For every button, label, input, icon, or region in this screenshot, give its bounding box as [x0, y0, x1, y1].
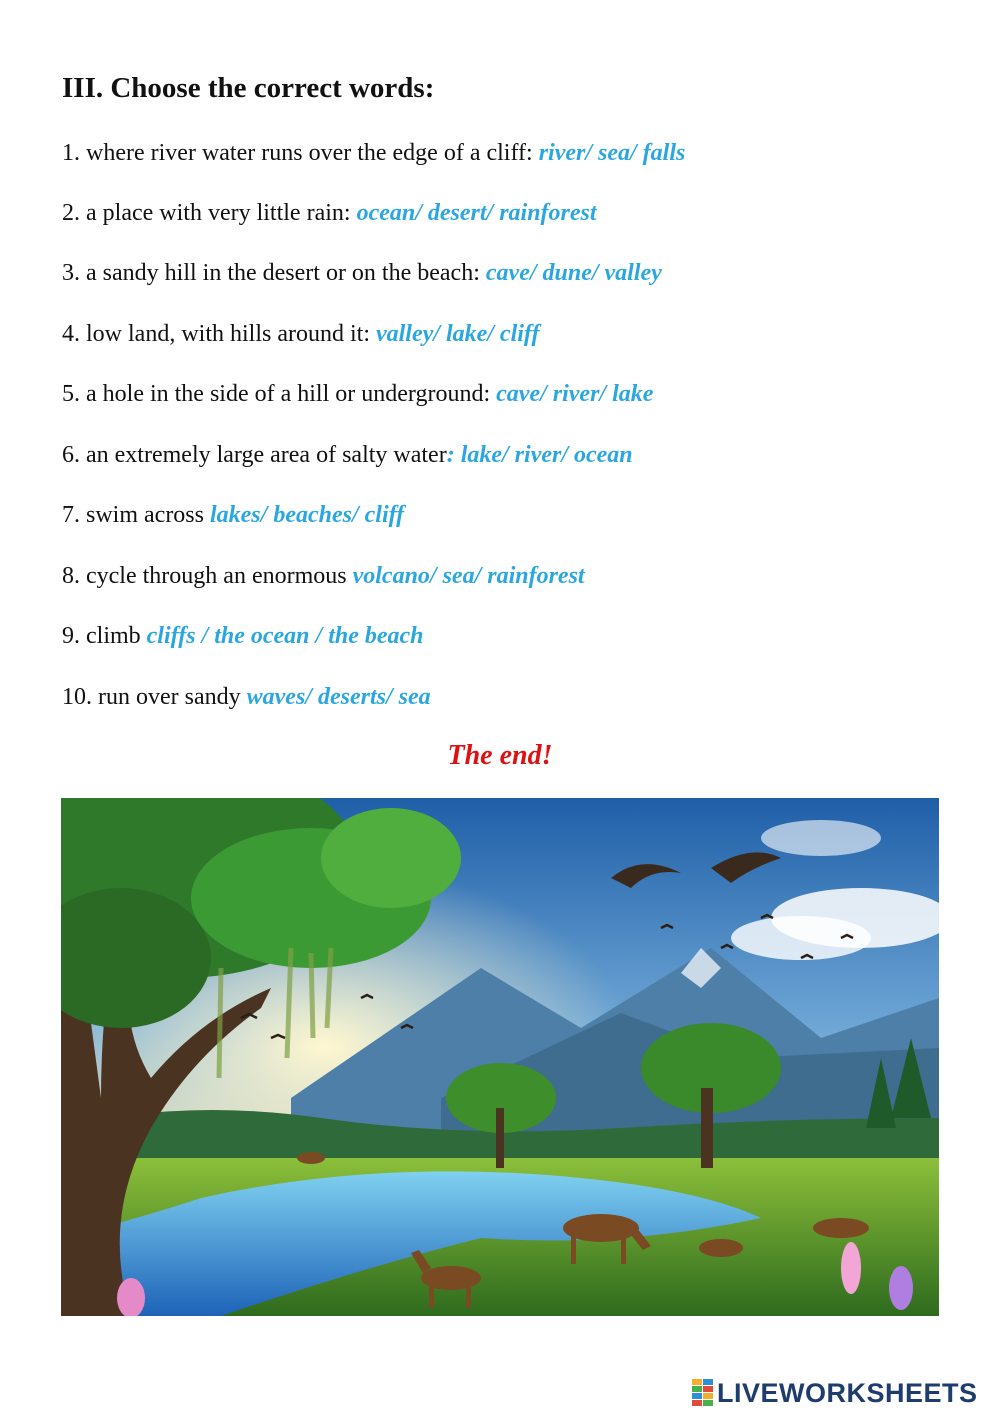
question-prompt: 1. where river water runs over the edge of a cliff:	[62, 140, 539, 166]
answer-options[interactable]: : lake/ river/ ocean	[446, 442, 633, 468]
page-title: III. Choose the correct words:	[62, 72, 435, 104]
question-5	[62, 379, 653, 409]
closing-text: The end!	[447, 740, 553, 771]
question-6	[62, 440, 633, 470]
answer-options[interactable]: waves/ deserts/ sea	[246, 684, 431, 710]
question-prompt: 5. a hole in the side of a hill or underground:	[62, 381, 497, 407]
question-10	[62, 682, 431, 712]
question-9	[62, 621, 424, 651]
question-prompt: 4. low land, with hills around it:	[62, 321, 376, 347]
logo-text: LIVEWORKSHEETS	[717, 1377, 978, 1408]
question-prompt: 6. an extremely large area of salty water	[62, 442, 447, 468]
answer-options[interactable]: lakes/ beaches/ cliff	[209, 502, 405, 528]
liveworksheets-logo[interactable]	[692, 1376, 978, 1410]
landscape-illustration	[61, 798, 939, 1316]
question-8	[62, 561, 585, 591]
question-prompt: 10. run over sandy	[62, 684, 247, 710]
question-prompt: 7. swim across	[62, 502, 210, 528]
answer-options[interactable]: ocean/ desert/ rainforest	[356, 200, 597, 226]
answer-options[interactable]: cave/ dune/ valley	[485, 260, 662, 286]
answer-options[interactable]: volcano/ sea/ rainforest	[352, 563, 585, 589]
question-prompt: 8. cycle through an enormous	[62, 563, 353, 589]
question-7	[62, 500, 404, 530]
answer-options[interactable]: cliffs / the ocean / the beach	[146, 623, 424, 649]
answer-options[interactable]: river/ sea/ falls	[538, 140, 686, 166]
question-3	[62, 258, 662, 288]
question-prompt: 9. climb	[62, 623, 147, 649]
question-4	[62, 319, 539, 349]
answer-options[interactable]: cave/ river/ lake	[496, 381, 654, 407]
question-2	[62, 198, 597, 228]
question-prompt: 3. a sandy hill in the desert or on the beach:	[62, 260, 486, 286]
answer-options[interactable]: valley/ lake/ cliff	[375, 321, 540, 347]
liveworksheets-logo-icon	[692, 1379, 714, 1407]
question-prompt: 2. a place with very little rain:	[62, 200, 357, 226]
question-1	[62, 138, 685, 168]
